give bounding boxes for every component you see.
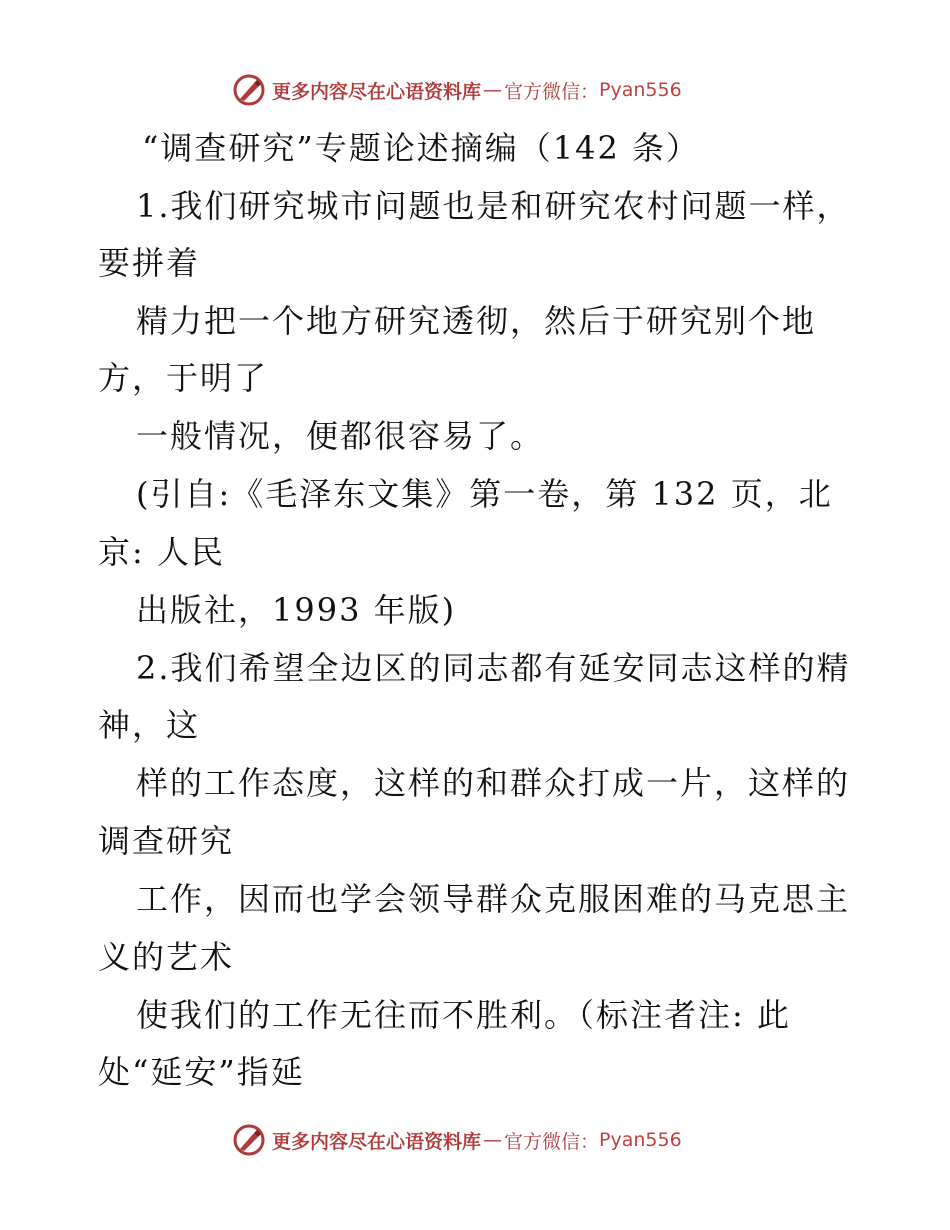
text-line: 2.我们希望全边区的同志都有延安同志这样的精 xyxy=(136,649,851,687)
text-line: 义的艺术 xyxy=(98,938,235,976)
watermark-text: 更多内容尽在心语资料库 xyxy=(272,80,482,103)
text-line: 工作，因而也学会领导群众克服困难的马克思主 xyxy=(136,880,851,918)
text-line: 神，这 xyxy=(98,706,201,744)
header-watermark xyxy=(232,72,752,108)
text-line: (引自:《毛泽东文集》第一卷，第 132 页，北 xyxy=(136,475,833,513)
document-title: “调查研究”专题论述摘编（142 条） xyxy=(142,129,700,167)
watermark-text: 更多内容尽在心语资料库 xyxy=(272,1130,482,1153)
text-line: 京: 人民 xyxy=(98,533,225,571)
watermark-wechat-id: Pyan556 xyxy=(599,79,682,101)
watermark-dash: — xyxy=(483,1129,503,1151)
text-line: 样的工作态度，这样的和群众打成一片，这样的 xyxy=(136,764,851,802)
text-line: 出版社，1993 年版) xyxy=(136,591,457,629)
text-line: 调查研究 xyxy=(98,822,235,860)
text-line: 要拼着 xyxy=(98,244,201,282)
text-line: 精力把一个地方研究透彻，然后于研究别个地 xyxy=(136,302,817,340)
pen-logo-icon xyxy=(232,73,266,107)
text-line: 1.我们研究城市问题也是和研究农村问题一样， xyxy=(136,187,851,225)
watermark-wechat-label: 官方微信： xyxy=(504,1130,600,1153)
watermark-wechat-label: 官方微信： xyxy=(504,80,600,103)
text-line: 处“延安”指延 xyxy=(98,1053,305,1091)
watermark-wechat-id: Pyan556 xyxy=(599,1129,682,1151)
text-line: 一般情况，便都很容易了。 xyxy=(136,417,545,455)
footer-watermark xyxy=(232,1122,752,1158)
watermark-dash: — xyxy=(483,79,503,101)
text-line: 使我们的工作无往而不胜利。（标注者注: 此 xyxy=(136,996,791,1034)
text-line: 方，于明了 xyxy=(98,359,269,397)
pen-logo-icon xyxy=(232,1123,266,1157)
